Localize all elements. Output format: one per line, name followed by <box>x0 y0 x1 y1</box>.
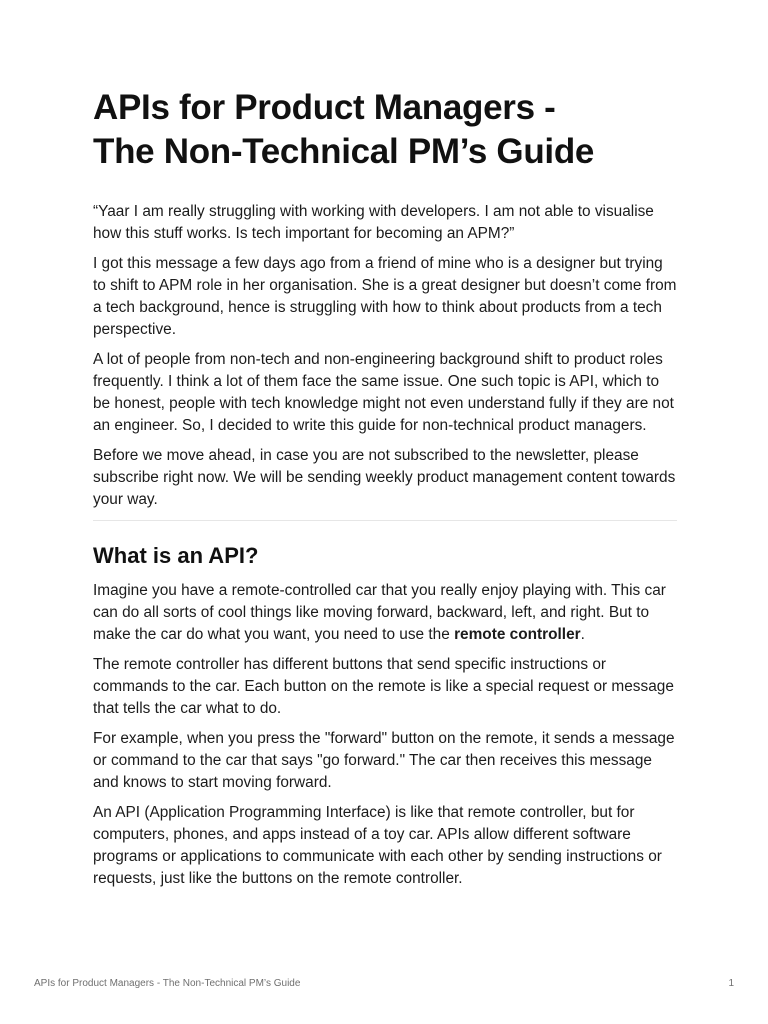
title-line-2: The Non-Technical PM’s Guide <box>93 132 595 171</box>
section-paragraph-end: . <box>580 626 585 643</box>
page-title <box>93 86 677 174</box>
page-number: 1 <box>728 978 734 989</box>
intro-section <box>93 201 677 511</box>
title-line-1: APIs for Product Managers - <box>93 88 556 127</box>
intro-quote-paragraph: “Yaar I am really struggling with working with developers. I am not able to visualise how this stuff works. Is tech important for becoming an APM?” <box>93 203 654 242</box>
section-paragraph-text: Imagine you have a remote-controlled car that you really enjoy playing with. This car can do all sorts of cool things like moving forward, backward, left, and right. But to make the car do what you want, you need to use the <box>93 582 666 643</box>
section-paragraph: The remote controller has different buttons that send specific instructions or commands to the car. Each button on the remote is like a special request or message that tells the car what to do. <box>93 656 674 717</box>
section-heading: What is an API? <box>93 543 259 568</box>
bold-term: remote controller <box>454 626 581 643</box>
document-page <box>93 86 677 898</box>
page-footer <box>34 978 734 989</box>
section-divider <box>93 520 677 521</box>
intro-paragraph: I got this message a few days ago from a friend of mine who is a designer but trying to shift to APM role in her organisation. She is a great designer but doesn’t come from a tech background, hence is struggling with how to think about products from a tech perspective. <box>93 255 677 338</box>
section-paragraph: For example, when you press the "forward" button on the remote, it sends a message or command to the car that says "go forward." The car then receives this message and knows to start moving forward. <box>93 730 675 791</box>
intro-paragraph: A lot of people from non-tech and non-engineering background shift to product roles frequently. I think a lot of them face the same issue. One such topic is API, which to be honest, people with tech knowledge might not even understand fully if they are not an engineer. So, I decided to write this guide for non-technical product managers. <box>93 351 674 434</box>
section-paragraph <box>93 580 677 646</box>
intro-subscribe-paragraph: Before we move ahead, in case you are not subscribed to the newsletter, please subscribe right now. We will be sending weekly product management content towards your way. <box>93 447 676 508</box>
section-paragraph: An API (Application Programming Interface) is like that remote controller, but for computers, phones, and apps instead of a toy car. APIs allow different software programs or applications to communicate with each other by sending instructions or requests, just like the buttons on the remote controller. <box>93 804 662 887</box>
footer-title: APIs for Product Managers - The Non-Technical PM’s Guide <box>34 978 301 989</box>
